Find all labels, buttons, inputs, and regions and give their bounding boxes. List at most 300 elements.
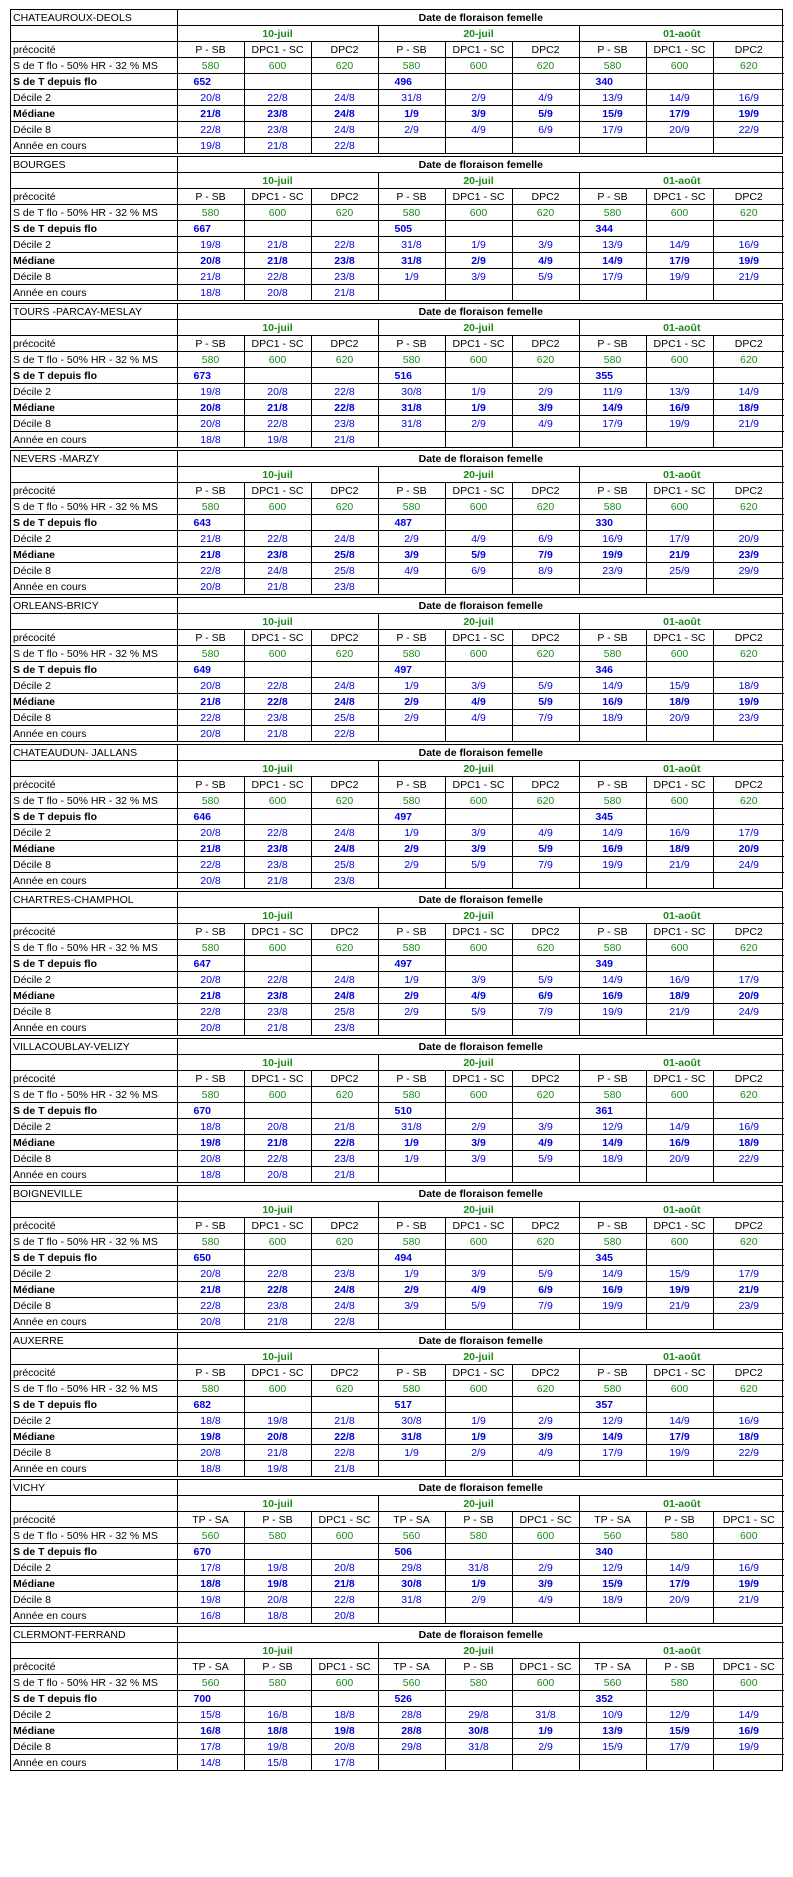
decile2-value: 10/9 xyxy=(579,1707,646,1723)
decile8-value: 8/9 xyxy=(512,563,579,579)
stflo-value: 600 xyxy=(646,1087,713,1103)
decile8-value: 5/9 xyxy=(445,1298,512,1314)
empty-cell xyxy=(646,662,713,678)
sdepuis-value: 497 xyxy=(378,662,445,678)
decile8-value: 23/8 xyxy=(311,1151,378,1167)
row-label-precocite: précocité xyxy=(11,924,177,940)
stflo-value: 580 xyxy=(579,940,646,956)
row-label-annee: Année en cours xyxy=(11,1608,177,1624)
empty-cell xyxy=(646,432,713,448)
stflo-value: 620 xyxy=(311,58,378,74)
annee-value: 17/8 xyxy=(311,1755,378,1771)
row-label-decile8: Décile 8 xyxy=(11,1298,177,1314)
variety-label: P - SB xyxy=(579,1365,646,1381)
decile8-value: 2/9 xyxy=(378,122,445,138)
empty-cell xyxy=(311,221,378,237)
row-label-mediane: Médiane xyxy=(11,253,177,269)
decile8-value: 21/9 xyxy=(713,1592,784,1608)
header-date-floraison: Date de floraison femelle xyxy=(177,745,784,761)
row-label-decile8: Décile 8 xyxy=(11,416,177,432)
row-label-precocite: précocité xyxy=(11,336,177,352)
empty-cell xyxy=(445,1167,512,1183)
empty-cell xyxy=(512,1397,579,1413)
empty-cell xyxy=(11,1202,177,1218)
variety-label: DPC2 xyxy=(713,336,784,352)
decile8-value: 19/9 xyxy=(713,1739,784,1755)
variety-label: P - SB xyxy=(579,777,646,793)
annee-value: 14/8 xyxy=(177,1755,244,1771)
date-header: 10-juil xyxy=(177,1202,378,1218)
decile2-value: 22/8 xyxy=(244,1266,311,1282)
sdepuis-value: 352 xyxy=(579,1691,646,1707)
variety-label: DPC1 - SC xyxy=(445,630,512,646)
mediane-value: 23/8 xyxy=(244,547,311,563)
date-header: 20-juil xyxy=(378,173,579,189)
mediane-value: 7/9 xyxy=(512,547,579,563)
variety-label: DPC1 - SC xyxy=(445,777,512,793)
mediane-value: 14/9 xyxy=(579,1135,646,1151)
empty-cell xyxy=(646,579,713,595)
annee-value: 21/8 xyxy=(244,138,311,154)
empty-cell xyxy=(445,1103,512,1119)
station-table xyxy=(10,1479,783,1624)
empty-cell xyxy=(445,1544,512,1560)
decile8-value: 20/8 xyxy=(244,1592,311,1608)
row-label-decile2: Décile 2 xyxy=(11,678,177,694)
stflo-value: 580 xyxy=(646,1528,713,1544)
decile8-value: 23/8 xyxy=(244,1298,311,1314)
header-date-floraison: Date de floraison femelle xyxy=(177,304,784,320)
variety-label: DPC2 xyxy=(512,1365,579,1381)
variety-label: P - SB xyxy=(177,630,244,646)
empty-cell xyxy=(311,1397,378,1413)
decile8-value: 1/9 xyxy=(378,1151,445,1167)
decile8-value: 20/9 xyxy=(646,1151,713,1167)
mediane-value: 3/9 xyxy=(512,400,579,416)
decile2-value: 17/9 xyxy=(713,1266,784,1282)
sdepuis-value: 652 xyxy=(177,74,244,90)
date-header: 20-juil xyxy=(378,614,579,630)
date-header: 10-juil xyxy=(177,1643,378,1659)
decile2-value: 14/9 xyxy=(579,678,646,694)
variety-label: P - SB xyxy=(177,189,244,205)
row-label-sdepuis: S de T depuis flo xyxy=(11,515,177,531)
station-name: VILLACOUBLAY-VELIZY xyxy=(13,1040,130,1053)
row-label-decile2: Décile 2 xyxy=(11,237,177,253)
annee-value: 21/8 xyxy=(244,1314,311,1330)
date-header: 01-août xyxy=(579,908,784,924)
empty-cell xyxy=(512,138,579,154)
variety-label: DPC2 xyxy=(713,483,784,499)
empty-cell xyxy=(445,1608,512,1624)
empty-cell xyxy=(512,221,579,237)
stflo-value: 580 xyxy=(378,1381,445,1397)
stflo-value: 580 xyxy=(378,205,445,221)
mediane-value: 2/9 xyxy=(378,988,445,1004)
decile8-value: 3/9 xyxy=(445,269,512,285)
mediane-value: 24/8 xyxy=(311,106,378,122)
station-name: TOURS -PARCAY-MESLAY xyxy=(13,305,142,318)
stflo-value: 620 xyxy=(311,1087,378,1103)
variety-label: P - SB xyxy=(378,924,445,940)
empty-cell xyxy=(646,1314,713,1330)
sdepuis-value: 517 xyxy=(378,1397,445,1413)
decile8-value: 2/9 xyxy=(378,710,445,726)
row-label-stflo: S de T flo - 50% HR - 32 % MS xyxy=(11,1528,177,1544)
decile8-value: 23/8 xyxy=(311,269,378,285)
mediane-value: 18/9 xyxy=(713,400,784,416)
variety-label: DPC2 xyxy=(311,483,378,499)
empty-cell xyxy=(646,1020,713,1036)
empty-cell xyxy=(378,873,445,889)
decile8-value: 21/9 xyxy=(713,269,784,285)
empty-cell xyxy=(244,515,311,531)
mediane-value: 24/8 xyxy=(311,841,378,857)
row-label-annee: Année en cours xyxy=(11,873,177,889)
date-header: 20-juil xyxy=(378,467,579,483)
stflo-value: 620 xyxy=(311,499,378,515)
annee-value: 21/8 xyxy=(311,1167,378,1183)
empty-cell xyxy=(579,1314,646,1330)
variety-label: DPC1 - SC xyxy=(244,924,311,940)
mediane-value: 24/8 xyxy=(311,1282,378,1298)
decile2-value: 14/9 xyxy=(579,972,646,988)
decile8-value: 6/9 xyxy=(512,122,579,138)
station-table xyxy=(10,1332,783,1477)
variety-label: DPC2 xyxy=(713,42,784,58)
decile2-value: 4/9 xyxy=(445,531,512,547)
decile8-value: 19/8 xyxy=(177,1592,244,1608)
decile8-value: 21/9 xyxy=(646,1004,713,1020)
decile2-value: 19/8 xyxy=(177,237,244,253)
variety-label: P - SB xyxy=(378,42,445,58)
variety-label: P - SB xyxy=(579,924,646,940)
stflo-value: 620 xyxy=(512,58,579,74)
variety-label: P - SB xyxy=(244,1659,311,1675)
date-header: 20-juil xyxy=(378,1496,579,1512)
empty-cell xyxy=(713,285,784,301)
decile8-value: 5/9 xyxy=(512,1151,579,1167)
mediane-value: 18/8 xyxy=(244,1723,311,1739)
decile2-value: 14/9 xyxy=(646,1119,713,1135)
decile2-value: 30/8 xyxy=(378,1413,445,1429)
variety-label: DPC2 xyxy=(311,42,378,58)
row-label-sdepuis: S de T depuis flo xyxy=(11,1250,177,1266)
decile8-value: 22/8 xyxy=(244,269,311,285)
sdepuis-value: 361 xyxy=(579,1103,646,1119)
stflo-value: 600 xyxy=(445,58,512,74)
decile2-value: 16/9 xyxy=(713,1119,784,1135)
empty-cell xyxy=(244,368,311,384)
variety-label: DPC2 xyxy=(512,777,579,793)
decile2-value: 16/9 xyxy=(713,1560,784,1576)
mediane-value: 1/9 xyxy=(378,106,445,122)
mediane-value: 21/9 xyxy=(646,547,713,563)
decile8-value: 21/9 xyxy=(646,1298,713,1314)
variety-label: P - SB xyxy=(378,483,445,499)
decile2-value: 20/9 xyxy=(713,531,784,547)
station-table xyxy=(10,597,783,742)
stflo-value: 560 xyxy=(177,1528,244,1544)
variety-label: DPC1 - SC xyxy=(244,42,311,58)
mediane-value: 16/9 xyxy=(646,1135,713,1151)
stflo-value: 620 xyxy=(512,1381,579,1397)
sdepuis-value: 345 xyxy=(579,1250,646,1266)
station-grid xyxy=(11,745,784,888)
station-grid xyxy=(11,1627,784,1770)
decile2-value: 3/9 xyxy=(445,972,512,988)
empty-cell xyxy=(311,956,378,972)
mediane-value: 22/8 xyxy=(311,400,378,416)
row-label-decile2: Décile 2 xyxy=(11,90,177,106)
variety-label: DPC2 xyxy=(512,630,579,646)
variety-label: P - SB xyxy=(646,1512,713,1528)
empty-cell xyxy=(512,1608,579,1624)
date-header: 01-août xyxy=(579,173,784,189)
date-header: 20-juil xyxy=(378,761,579,777)
row-label-stflo: S de T flo - 50% HR - 32 % MS xyxy=(11,1087,177,1103)
stflo-value: 600 xyxy=(445,205,512,221)
decile8-value: 4/9 xyxy=(378,563,445,579)
row-label-sdepuis: S de T depuis flo xyxy=(11,368,177,384)
stflo-value: 600 xyxy=(646,499,713,515)
empty-cell xyxy=(646,873,713,889)
row-label-stflo: S de T flo - 50% HR - 32 % MS xyxy=(11,205,177,221)
empty-cell xyxy=(713,873,784,889)
empty-cell xyxy=(713,432,784,448)
decile2-value: 12/9 xyxy=(579,1560,646,1576)
decile2-value: 20/8 xyxy=(311,1560,378,1576)
empty-cell xyxy=(445,1461,512,1477)
decile8-value: 7/9 xyxy=(512,710,579,726)
decile8-value: 4/9 xyxy=(512,416,579,432)
decile8-value: 19/9 xyxy=(579,857,646,873)
stflo-value: 580 xyxy=(177,1234,244,1250)
empty-cell xyxy=(378,138,445,154)
empty-cell xyxy=(713,956,784,972)
sdepuis-value: 496 xyxy=(378,74,445,90)
empty-cell xyxy=(646,74,713,90)
stflo-value: 580 xyxy=(177,58,244,74)
station-table xyxy=(10,156,783,301)
empty-cell xyxy=(579,285,646,301)
stflo-value: 620 xyxy=(512,1087,579,1103)
variety-label: P - SB xyxy=(177,777,244,793)
date-header: 20-juil xyxy=(378,1202,579,1218)
decile2-value: 22/8 xyxy=(311,237,378,253)
variety-label: P - SB xyxy=(579,336,646,352)
annee-value: 18/8 xyxy=(244,1608,311,1624)
empty-cell xyxy=(512,809,579,825)
variety-label: P - SB xyxy=(445,1659,512,1675)
mediane-value: 21/8 xyxy=(244,253,311,269)
annee-value: 18/8 xyxy=(177,285,244,301)
empty-cell xyxy=(244,1691,311,1707)
empty-cell xyxy=(445,1020,512,1036)
decile2-value: 22/8 xyxy=(311,384,378,400)
decile2-value: 14/9 xyxy=(579,1266,646,1282)
decile2-value: 30/8 xyxy=(378,384,445,400)
variety-label: P - SB xyxy=(378,1071,445,1087)
row-label-precocite: précocité xyxy=(11,1218,177,1234)
variety-label: P - SB xyxy=(579,189,646,205)
empty-cell xyxy=(445,368,512,384)
stflo-value: 600 xyxy=(244,205,311,221)
annee-value: 21/8 xyxy=(244,579,311,595)
sdepuis-value: 670 xyxy=(177,1103,244,1119)
decile8-value: 2/9 xyxy=(378,1004,445,1020)
stflo-value: 600 xyxy=(244,1234,311,1250)
variety-label: DPC1 - SC xyxy=(713,1659,784,1675)
row-label-sdepuis: S de T depuis flo xyxy=(11,1103,177,1119)
station-grid xyxy=(11,304,784,447)
annee-value: 19/8 xyxy=(177,138,244,154)
variety-label: DPC2 xyxy=(713,1218,784,1234)
stflo-value: 600 xyxy=(445,940,512,956)
empty-cell xyxy=(646,1461,713,1477)
empty-cell xyxy=(11,614,177,630)
mediane-value: 20/8 xyxy=(244,1429,311,1445)
decile8-value: 24/9 xyxy=(713,1004,784,1020)
variety-label: P - SB xyxy=(378,1218,445,1234)
sdepuis-value: 510 xyxy=(378,1103,445,1119)
mediane-value: 16/9 xyxy=(579,841,646,857)
mediane-value: 19/8 xyxy=(177,1429,244,1445)
mediane-value: 18/8 xyxy=(177,1576,244,1592)
decile2-value: 20/8 xyxy=(177,825,244,841)
decile2-value: 4/9 xyxy=(512,90,579,106)
variety-label: DPC1 - SC xyxy=(445,42,512,58)
empty-cell xyxy=(646,1397,713,1413)
empty-cell xyxy=(445,809,512,825)
row-label-stflo: S de T flo - 50% HR - 32 % MS xyxy=(11,58,177,74)
empty-cell xyxy=(445,1397,512,1413)
mediane-value: 21/8 xyxy=(177,106,244,122)
row-label-stflo: S de T flo - 50% HR - 32 % MS xyxy=(11,499,177,515)
stflo-value: 580 xyxy=(445,1675,512,1691)
decile8-value: 31/8 xyxy=(378,1592,445,1608)
decile2-value: 12/9 xyxy=(646,1707,713,1723)
mediane-value: 5/9 xyxy=(512,106,579,122)
variety-label: DPC1 - SC xyxy=(244,189,311,205)
empty-cell xyxy=(646,1544,713,1560)
row-label-decile8: Décile 8 xyxy=(11,1445,177,1461)
mediane-value: 23/9 xyxy=(713,547,784,563)
decile8-value: 4/9 xyxy=(512,1445,579,1461)
date-header: 10-juil xyxy=(177,467,378,483)
date-header: 20-juil xyxy=(378,1349,579,1365)
mediane-value: 2/9 xyxy=(378,694,445,710)
empty-cell xyxy=(713,1167,784,1183)
variety-label: DPC1 - SC xyxy=(445,924,512,940)
row-label-decile2: Décile 2 xyxy=(11,1413,177,1429)
decile8-value: 7/9 xyxy=(512,1004,579,1020)
mediane-value: 24/8 xyxy=(311,988,378,1004)
decile2-value: 24/8 xyxy=(311,972,378,988)
mediane-value: 3/9 xyxy=(445,841,512,857)
row-label-decile8: Décile 8 xyxy=(11,122,177,138)
stflo-value: 620 xyxy=(713,205,784,221)
stflo-value: 620 xyxy=(311,1234,378,1250)
stflo-value: 560 xyxy=(378,1675,445,1691)
decile2-value: 21/8 xyxy=(311,1119,378,1135)
stflo-value: 580 xyxy=(579,205,646,221)
decile2-value: 5/9 xyxy=(512,1266,579,1282)
row-label-precocite: précocité xyxy=(11,42,177,58)
variety-label: P - SB xyxy=(177,1365,244,1381)
station-table xyxy=(10,1185,783,1330)
date-header: 20-juil xyxy=(378,1643,579,1659)
mediane-value: 19/9 xyxy=(579,547,646,563)
empty-cell xyxy=(646,138,713,154)
stflo-value: 580 xyxy=(177,352,244,368)
variety-label: P - SB xyxy=(445,1512,512,1528)
decile8-value: 20/8 xyxy=(177,1151,244,1167)
row-label-mediane: Médiane xyxy=(11,1282,177,1298)
decile8-value: 31/8 xyxy=(378,416,445,432)
row-label-annee: Année en cours xyxy=(11,138,177,154)
decile8-value: 22/8 xyxy=(311,1592,378,1608)
row-label-precocite: précocité xyxy=(11,1071,177,1087)
row-label-decile8: Décile 8 xyxy=(11,563,177,579)
mediane-value: 5/9 xyxy=(445,547,512,563)
variety-label: DPC1 - SC xyxy=(646,924,713,940)
row-label-sdepuis: S de T depuis flo xyxy=(11,221,177,237)
decile2-value: 22/8 xyxy=(244,972,311,988)
empty-cell xyxy=(512,74,579,90)
empty-cell xyxy=(512,726,579,742)
mediane-value: 19/9 xyxy=(713,253,784,269)
variety-label: DPC2 xyxy=(311,1071,378,1087)
decile2-value: 20/8 xyxy=(177,678,244,694)
empty-cell xyxy=(512,432,579,448)
decile2-value: 22/8 xyxy=(244,825,311,841)
mediane-value: 2/9 xyxy=(378,841,445,857)
row-label-decile2: Décile 2 xyxy=(11,1707,177,1723)
variety-label: DPC2 xyxy=(512,189,579,205)
decile2-value: 16/9 xyxy=(579,531,646,547)
sdepuis-value: 355 xyxy=(579,368,646,384)
header-date-floraison: Date de floraison femelle xyxy=(177,1627,784,1643)
row-label-precocite: précocité xyxy=(11,1659,177,1675)
variety-label: DPC1 - SC xyxy=(445,189,512,205)
sdepuis-value: 506 xyxy=(378,1544,445,1560)
variety-label: DPC2 xyxy=(311,630,378,646)
mediane-value: 21/9 xyxy=(713,1282,784,1298)
decile8-value: 2/9 xyxy=(445,1445,512,1461)
row-label-sdepuis: S de T depuis flo xyxy=(11,1544,177,1560)
variety-label: DPC1 - SC xyxy=(244,1071,311,1087)
row-label-precocite: précocité xyxy=(11,189,177,205)
decile8-value: 22/8 xyxy=(177,710,244,726)
mediane-value: 4/9 xyxy=(445,1282,512,1298)
empty-cell xyxy=(445,74,512,90)
mediane-value: 2/9 xyxy=(378,1282,445,1298)
sdepuis-value: 516 xyxy=(378,368,445,384)
variety-label: DPC2 xyxy=(713,630,784,646)
decile2-value: 17/9 xyxy=(646,531,713,547)
empty-cell xyxy=(713,1608,784,1624)
mediane-value: 14/9 xyxy=(579,400,646,416)
annee-value: 20/8 xyxy=(177,579,244,595)
decile2-value: 31/8 xyxy=(445,1560,512,1576)
header-date-floraison: Date de floraison femelle xyxy=(177,1333,784,1349)
sdepuis-value: 340 xyxy=(579,74,646,90)
decile2-value: 13/9 xyxy=(646,384,713,400)
date-header: 10-juil xyxy=(177,26,378,42)
decile2-value: 1/9 xyxy=(378,972,445,988)
annee-value: 21/8 xyxy=(311,432,378,448)
